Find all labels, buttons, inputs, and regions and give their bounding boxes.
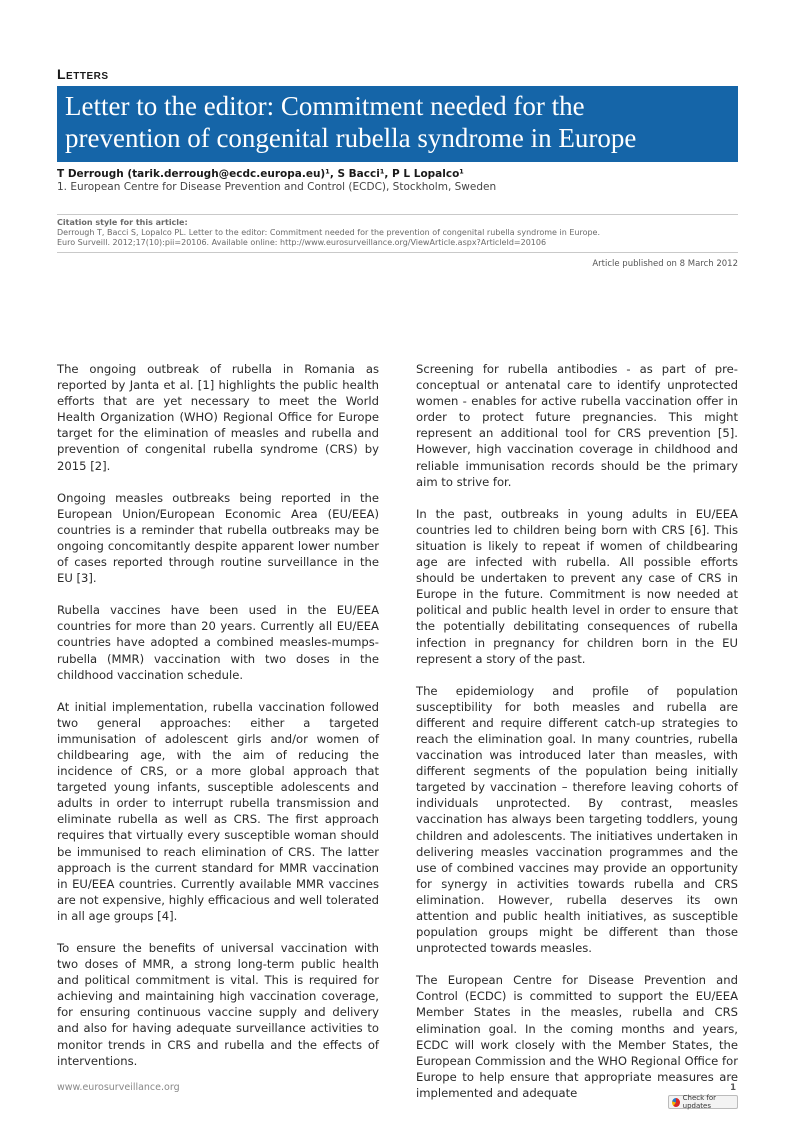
check-for-updates-button[interactable] bbox=[668, 1095, 738, 1109]
title-line-1: Letter to the editor: Commitment needed for the bbox=[65, 91, 585, 121]
paragraph: The ongoing outbreak of rubella in Romania as reported by Janta et al. [1] highlights the public health efforts that are yet necessary to meet the World Health Organization (WHO) Regional Office for Europe target for the elimination of measles and rubella and prevention of congenital rubella syndrome (CRS) by 2015 [2]. bbox=[57, 362, 379, 473]
citation-line: Derrough T, Bacci S, Lopalco PL. Letter to the editor: Commitment needed for the prevention of congenital rubella syndrome in Europe. bbox=[57, 228, 600, 237]
paragraph: The European Centre for Disease Prevention and Control (ECDC) is committed to support the EU/EEA Member States in the measles, rubella and CRS elimination goal. In the coming months and years, ECDC will work closely with the Member States, the European Commission and the WHO Regional Office for Europe to help ensure that appropriate measures are implemented and adequate bbox=[416, 973, 738, 1100]
title-line-2: prevention of congenital rubella syndrome in Europe bbox=[65, 123, 637, 153]
divider bbox=[57, 252, 738, 253]
divider bbox=[57, 214, 738, 215]
author-list: T Derrough (tarik.derrough@ecdc.europa.eu)¹, S Bacci¹, P L Lopalco¹ bbox=[57, 168, 464, 180]
check-for-updates-label: Check for updates bbox=[682, 1094, 717, 1110]
citation-link[interactable]: Euro Surveill. 2012;17(10):pii=20106. Available online: http://www.eurosurveillance.org/ViewArticle.aspx?ArticleId=20106 bbox=[57, 238, 547, 247]
paragraph: Rubella vaccines have been used in the EU/EEA countries for more than 20 years. Currently all EU/EEA countries have adopted a combined measles-mumps-rubella (MMR) vaccination with two doses in the childhood vaccination schedule. bbox=[57, 603, 379, 682]
citation-label: Citation style for this article: bbox=[57, 218, 188, 227]
paragraph: At initial implementation, rubella vaccination followed two general approaches: either a targeted immunisation of adolescent girls and/or women of childbearing age, with the aim of reducing the incidence of CRS, or a more global approach that targeted young infants, susceptible adolescents and adults in order to interrupt rubella transmission and eliminate rubella as well as CRS. The first approach requires that virtually every susceptible woman should be immunised to reach elimination of CRS. The latter approach is the current standard for MMR vaccination in EU/EEA countries. Currently available MMR vaccines are not expensive, highly efficacious and well tolerated in all age groups [4]. bbox=[57, 699, 379, 923]
body-column-right bbox=[416, 361, 738, 1117]
article-title bbox=[65, 90, 730, 154]
body-column-left bbox=[57, 361, 379, 1085]
crossmark-icon bbox=[672, 1098, 680, 1107]
footer-url[interactable]: www.eurosurveillance.org bbox=[57, 1082, 180, 1093]
published-date: Article published on 8 March 2012 bbox=[592, 259, 738, 269]
paragraph: Screening for rubella antibodies - as part of pre-conceptual or antenatal care to identify unprotected women - enables for active rubella vaccination offer in order to protect future pregnancies. This might represent an additional tool for CRS prevention [5]. However, high vaccination coverage in childhood and reliable immunisation records should be the primary aim to strive for. bbox=[416, 362, 738, 489]
section-label: Letters bbox=[57, 66, 109, 82]
paragraph: To ensure the benefits of universal vaccination with two doses of MMR, a strong long-term public health and political commitment is vital. This is required for achieving and maintaining high vaccination coverage, for ensuring continuous vaccine supply and delivery and also for having adequate surveillance activities to monitor trends in CRS and rubella and the effects of interventions. bbox=[57, 941, 379, 1068]
citation-block bbox=[57, 218, 738, 248]
paragraph: Ongoing measles outbreaks being reported in the European Union/European Economic Area (EU/EEA) countries is a reminder that rubella outbreaks may be ongoing concomitantly despite apparent lower number of cases reported through routine surveillance in the EU [3]. bbox=[57, 490, 379, 586]
page-number: 1 bbox=[730, 1083, 736, 1093]
title-banner bbox=[57, 86, 738, 162]
affiliation: 1. European Centre for Disease Prevention and Control (ECDC), Stockholm, Sweden bbox=[57, 181, 497, 193]
paragraph: The epidemiology and profile of population susceptibility for both measles and rubella are different and require different catch-up strategies to reach the elimination goal. In many countries, rubella vaccination was introduced later than measles, with different segments of the population being initially targeted by vaccination – therefore leaving cohorts of individuals unprotected. By contrast, measles vaccination has always been targeting toddlers, young children and adolescents. The initiatives undertaken in delivering measles vaccination programmes and the use of combined vaccines may provide an opportunity for synergy in activities towards rubella and CRS elimination. However, rubella deserves its own attention and public health initiatives, as susceptible population groups might be different than those unprotected towards measles. bbox=[416, 683, 738, 956]
paragraph: In the past, outbreaks in young adults in EU/EEA countries led to children being born with CRS [6]. This situation is likely to repeat if women of childbearing age are infected with rubella. All possible efforts should be undertaken to prevent any case of CRS in Europe in the future. Commitment is now needed at political and public health level in order to ensure that the potentially debilitating consequences of rubella infection in pregnancy for children born in the EU represent a story of the past. bbox=[416, 506, 738, 666]
